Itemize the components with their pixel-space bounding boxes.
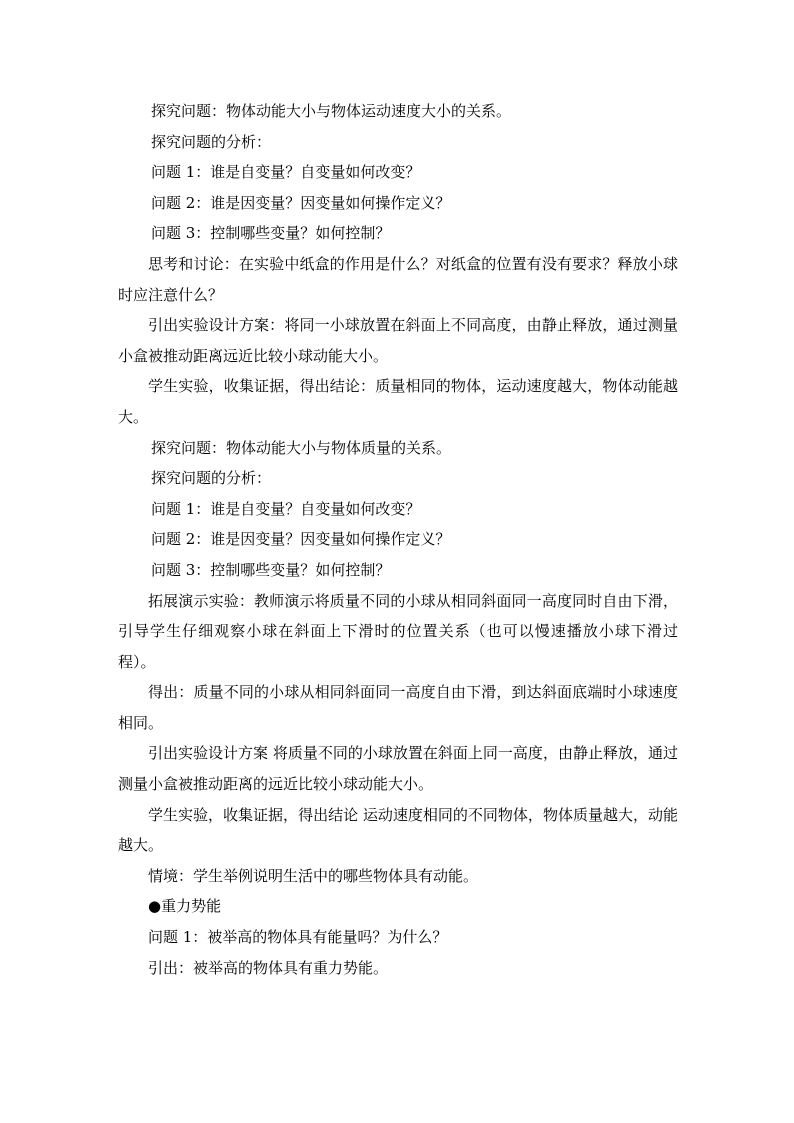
paragraph: 问题 2：谁是因变量？因变量如何操作定义？ [151, 193, 451, 212]
paragraph: 学生实验，收集证据，得出结论 运动速度相同的不同物体，物体质量越大，动能越大。 [118, 805, 678, 855]
document-body [118, 96, 678, 983]
paragraph: 拓展演示实验：教师演示将质量不同的小球从相同斜面同一高度同时自由下滑，引导学生仔细观察小球在斜面上下滑时的位置关系（也可以慢速播放小球下滑过程）。 [118, 591, 678, 671]
paragraph: 引出：被举高的物体具有重力势能。 [148, 958, 389, 977]
paragraph: 情境：学生举例说明生活中的哪些物体具有动能。 [148, 866, 479, 885]
paragraph: 引出实验设计方案：将同一小球放置在斜面上不同高度，由静止释放，通过测量小盒被推动距离远近比较小球动能大小。 [118, 316, 678, 365]
paragraph: 问题 1：谁是自变量？自变量如何改变？ [151, 499, 421, 518]
paragraph: 问题 3：控制哪些变量？如何控制？ [151, 560, 391, 579]
paragraph: 问题 3：控制哪些变量？如何控制？ [151, 224, 391, 243]
paragraph: 探究问题的分析： [151, 132, 272, 151]
paragraph: 引出实验设计方案 将质量不同的小球放置在斜面上同一高度，由静止释放，通过测量小盒被推动距离的远近比较小球动能大小。 [118, 744, 678, 794]
paragraph: 思考和讨论：在实验中纸盒的作用是什么？对纸盒的位置有没有要求？释放小球时应注意什么？ [118, 254, 678, 304]
section-heading: ●重力势能 [148, 897, 222, 916]
paragraph: 问题 1：被举高的物体具有能量吗？为什么？ [148, 928, 448, 947]
paragraph: 探究问题的分析： [151, 469, 272, 488]
paragraph: 探究问题：物体动能大小与物体运动速度大小的关系。 [151, 102, 512, 120]
paragraph: 探究问题：物体动能大小与物体质量的关系。 [151, 438, 452, 457]
paragraph: 问题 1：谁是自变量？自变量如何改变？ [151, 163, 421, 182]
paragraph: 得出：质量不同的小球从相同斜面同一高度自由下滑，到达斜面底端时小球速度相同。 [118, 683, 678, 732]
paragraph: 问题 2：谁是因变量？因变量如何操作定义？ [151, 530, 451, 549]
paragraph: 学生实验，收集证据，得出结论：质量相同的物体，运动速度越大，物体动能越大。 [118, 377, 678, 426]
